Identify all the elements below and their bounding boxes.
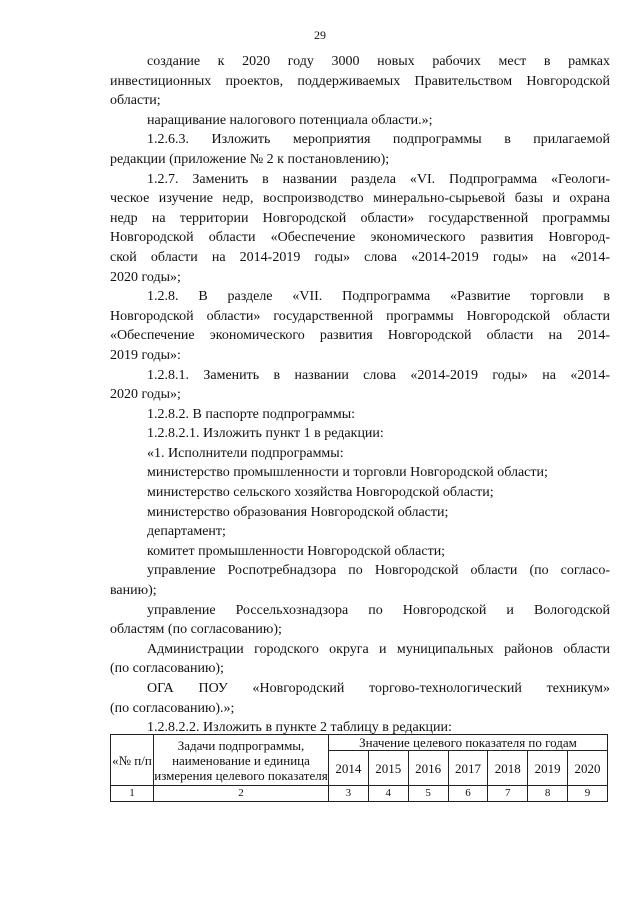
index-cell: 2 [154, 786, 329, 802]
index-cell: 9 [568, 786, 608, 802]
text-line: министерство промышленности и торговли Новгородской области; [147, 465, 548, 481]
index-cell: 3 [329, 786, 369, 802]
text-line: «1. Исполнители подпрограммы: [147, 445, 344, 461]
text-line: ской области на 2014-2019 годы» слова «2014-2019 годы» на «2014- [110, 249, 610, 265]
text-line: наращивание налогового потенциала области.»; [147, 112, 433, 128]
text-line: области; [110, 93, 161, 109]
text-line: 1.2.7. Заменить в названии раздела «VI. Подпрограмма «Геологи- [147, 171, 610, 187]
year-cell: 2017 [448, 751, 488, 786]
text-line: 2020 годы»; [110, 269, 181, 285]
index-cell: 5 [408, 786, 448, 802]
text-line: 1.2.8.2.1. Изложить пункт 1 в редакции: [147, 426, 384, 442]
index-cell: 4 [368, 786, 408, 802]
text-line: управление Роспотребнадзора по Новгородской области (по согласо- [147, 563, 610, 579]
index-cell: 8 [528, 786, 568, 802]
text-line: инвестиционных проектов, поддерживаемых Правительством Новгородской [110, 73, 610, 89]
text-line: (по согласованию); [110, 661, 224, 677]
year-cell: 2015 [368, 751, 408, 786]
text-line: департамент; [147, 524, 226, 540]
text-line: (по согласованию).»; [110, 700, 235, 716]
year-cell: 2020 [568, 751, 608, 786]
text-line: ческое изучение недр, воспроизводство минерально-сырьевой базы и охрана [110, 191, 610, 207]
text-line: 1.2.6.3. Изложить мероприятия подпрограммы в прилагаемой [147, 132, 610, 148]
header-tasks: Задачи подпрограммы, наименование и единица измерения целевого показателя [154, 735, 329, 786]
text-line: областям (по согласованию); [110, 622, 282, 638]
year-cell: 2019 [528, 751, 568, 786]
text-line: министерство образования Новгородской области; [147, 504, 449, 520]
text-line: управление Россельхознадзора по Новгородской и Вологодской [147, 602, 610, 618]
text-line: 1.2.8. В разделе «VII. Подпрограмма «Развитие торговли в [147, 289, 610, 305]
text-line: недр на территории Новгородской области» государственной программы [110, 210, 610, 226]
text-line: ванию); [110, 583, 157, 599]
header-values: Значение целевого показателя по годам [329, 735, 608, 751]
text-line: Администрации городского округа и муниципальных районов области [147, 641, 610, 657]
text-line: 1.2.8.2.2. Изложить в пункте 2 таблицу в редакции: [147, 720, 452, 736]
header-number: «№ п/п [111, 735, 154, 786]
targets-table [110, 734, 608, 802]
text-line: Новгородской области» государственной программы Новгородской области [110, 308, 610, 324]
index-cell: 1 [111, 786, 154, 802]
text-line: комитет промышленности Новгородской области; [147, 543, 446, 559]
text-line: Новгородской области «Обеспечение экономического развития Новгород- [110, 230, 610, 246]
text-line: министерство сельского хозяйства Новгородской области; [147, 485, 494, 501]
text-line: 1.2.8.1. Заменить в названии слова «2014-2019 годы» на «2014- [147, 367, 610, 383]
index-cell: 6 [448, 786, 488, 802]
text-line: ОГА ПОУ «Новгородский торгово-технологический техникум» [147, 681, 610, 696]
index-cell: 7 [488, 786, 528, 802]
text-line: 2020 годы»; [110, 387, 181, 403]
year-cell: 2014 [329, 751, 369, 786]
text-line: 1.2.8.2. В паспорте подпрограммы: [147, 406, 356, 422]
text-line: «Обеспечение экономического развития Новгородской области на 2014- [110, 328, 610, 344]
year-cell: 2016 [408, 751, 448, 786]
year-cell: 2018 [488, 751, 528, 786]
text-line: редакции (приложение № 2 к постановлению); [110, 151, 390, 167]
page-number: 29 [314, 28, 326, 42]
document-body [110, 52, 610, 738]
text-line: создание к 2020 году 3000 новых рабочих мест в рамках [147, 54, 610, 69]
text-line: 2019 годы»: [110, 347, 181, 363]
